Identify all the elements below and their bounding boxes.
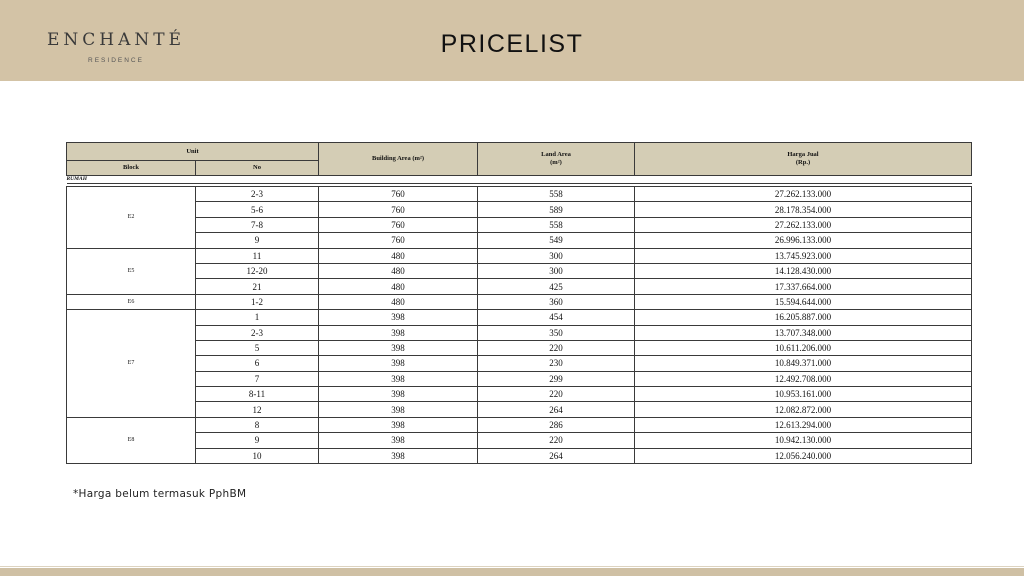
building-area-cell: 398 [319, 402, 478, 417]
price-note: *Harga belum termasuk PphBM [73, 488, 247, 500]
building-area-cell: 398 [319, 371, 478, 386]
page-title: PRICELIST [440, 30, 584, 58]
land-area-cell: 589 [478, 202, 635, 217]
price-cell: 13.745.923.000 [635, 248, 972, 263]
price-cell: 27.262.133.000 [635, 217, 972, 232]
header-bar [0, 0, 1024, 81]
block-cell: E7 [67, 310, 196, 418]
land-area-cell: 300 [478, 263, 635, 278]
header-unit: Unit [67, 143, 319, 161]
building-area-cell: 398 [319, 387, 478, 402]
table-row [67, 217, 972, 232]
unit-no-cell: 2-3 [196, 325, 319, 340]
table-row [67, 248, 972, 263]
building-area-cell: 760 [319, 202, 478, 217]
unit-no-cell: 1 [196, 310, 319, 325]
price-cell: 10.849.371.000 [635, 356, 972, 371]
building-area-cell: 398 [319, 310, 478, 325]
table-row [67, 433, 972, 448]
unit-no-cell: 2-3 [196, 187, 319, 202]
header-no: No [196, 161, 319, 176]
price-cell: 26.996.133.000 [635, 233, 972, 248]
building-area-cell: 480 [319, 248, 478, 263]
table-row [67, 294, 972, 309]
price-cell: 17.337.664.000 [635, 279, 972, 294]
unit-no-cell: 5 [196, 340, 319, 355]
building-area-cell: 398 [319, 433, 478, 448]
unit-no-cell: 10 [196, 448, 319, 463]
header-price-unit: (Rp.) [795, 159, 811, 166]
table-row [67, 340, 972, 355]
category-label: RUMAH [67, 176, 972, 184]
building-area-cell: 398 [319, 417, 478, 432]
price-cell: 28.178.354.000 [635, 202, 972, 217]
unit-no-cell: 12 [196, 402, 319, 417]
table-row [67, 387, 972, 402]
land-area-cell: 299 [478, 371, 635, 386]
unit-no-cell: 9 [196, 233, 319, 248]
land-area-cell: 558 [478, 217, 635, 232]
unit-no-cell: 8 [196, 417, 319, 432]
table-row [67, 448, 972, 463]
table-row [67, 325, 972, 340]
header-land-area-label: Land Area [541, 151, 571, 158]
price-cell: 12.492.708.000 [635, 371, 972, 386]
price-cell: 10.953.161.000 [635, 387, 972, 402]
unit-no-cell: 7 [196, 371, 319, 386]
unit-no-cell: 8-11 [196, 387, 319, 402]
category-row [67, 176, 972, 184]
header-row-top [67, 143, 972, 161]
header-price-label: Harga Jual [787, 151, 819, 158]
block-cell: E8 [67, 417, 196, 463]
header-block: Block [67, 161, 196, 176]
land-area-cell: 230 [478, 356, 635, 371]
logo-main-text: ENCHANTÉ [46, 30, 186, 50]
table-row [67, 417, 972, 432]
price-cell: 12.056.240.000 [635, 448, 972, 463]
block-cell: E6 [67, 294, 196, 309]
building-area-cell: 398 [319, 340, 478, 355]
table-row [67, 402, 972, 417]
building-area-cell: 760 [319, 233, 478, 248]
building-area-cell: 480 [319, 263, 478, 278]
price-cell: 10.942.130.000 [635, 433, 972, 448]
footer-line [0, 566, 1024, 567]
header-building-area: Building Area (m²) [319, 143, 478, 176]
land-area-cell: 286 [478, 417, 635, 432]
unit-no-cell: 21 [196, 279, 319, 294]
land-area-cell: 360 [478, 294, 635, 309]
header-land-area [478, 143, 635, 176]
unit-no-cell: 11 [196, 248, 319, 263]
land-area-cell: 549 [478, 233, 635, 248]
price-cell: 16.205.887.000 [635, 310, 972, 325]
table-row [67, 202, 972, 217]
table-row [67, 263, 972, 278]
footer-bar [0, 568, 1024, 576]
table-row [67, 279, 972, 294]
logo-sub-text: RESIDENCE [88, 57, 144, 64]
building-area-cell: 398 [319, 356, 478, 371]
unit-no-cell: 6 [196, 356, 319, 371]
land-area-cell: 425 [478, 279, 635, 294]
land-area-cell: 454 [478, 310, 635, 325]
unit-no-cell: 7-8 [196, 217, 319, 232]
land-area-cell: 220 [478, 340, 635, 355]
header-land-area-unit: (m²) [550, 159, 562, 166]
land-area-cell: 220 [478, 387, 635, 402]
unit-no-cell: 12-20 [196, 263, 319, 278]
land-area-cell: 300 [478, 248, 635, 263]
building-area-cell: 480 [319, 279, 478, 294]
price-cell: 12.082.872.000 [635, 402, 972, 417]
building-area-cell: 760 [319, 217, 478, 232]
header-price [635, 143, 972, 176]
unit-no-cell: 9 [196, 433, 319, 448]
price-cell: 13.707.348.000 [635, 325, 972, 340]
price-cell: 14.128.430.000 [635, 263, 972, 278]
building-area-cell: 398 [319, 448, 478, 463]
land-area-cell: 350 [478, 325, 635, 340]
land-area-cell: 220 [478, 433, 635, 448]
block-cell: E5 [67, 248, 196, 294]
table-row [67, 310, 972, 325]
table-row [67, 371, 972, 386]
price-cell: 12.613.294.000 [635, 417, 972, 432]
price-cell: 15.594.644.000 [635, 294, 972, 309]
building-area-cell: 398 [319, 325, 478, 340]
block-cell: E2 [67, 187, 196, 249]
land-area-cell: 558 [478, 187, 635, 202]
building-area-cell: 760 [319, 187, 478, 202]
table-row [67, 187, 972, 202]
building-area-cell: 480 [319, 294, 478, 309]
pricelist-table [66, 142, 972, 464]
price-cell: 10.611.206.000 [635, 340, 972, 355]
unit-no-cell: 5-6 [196, 202, 319, 217]
land-area-cell: 264 [478, 402, 635, 417]
unit-no-cell: 1-2 [196, 294, 319, 309]
table-row [67, 356, 972, 371]
price-cell: 27.262.133.000 [635, 187, 972, 202]
land-area-cell: 264 [478, 448, 635, 463]
table-row [67, 233, 972, 248]
